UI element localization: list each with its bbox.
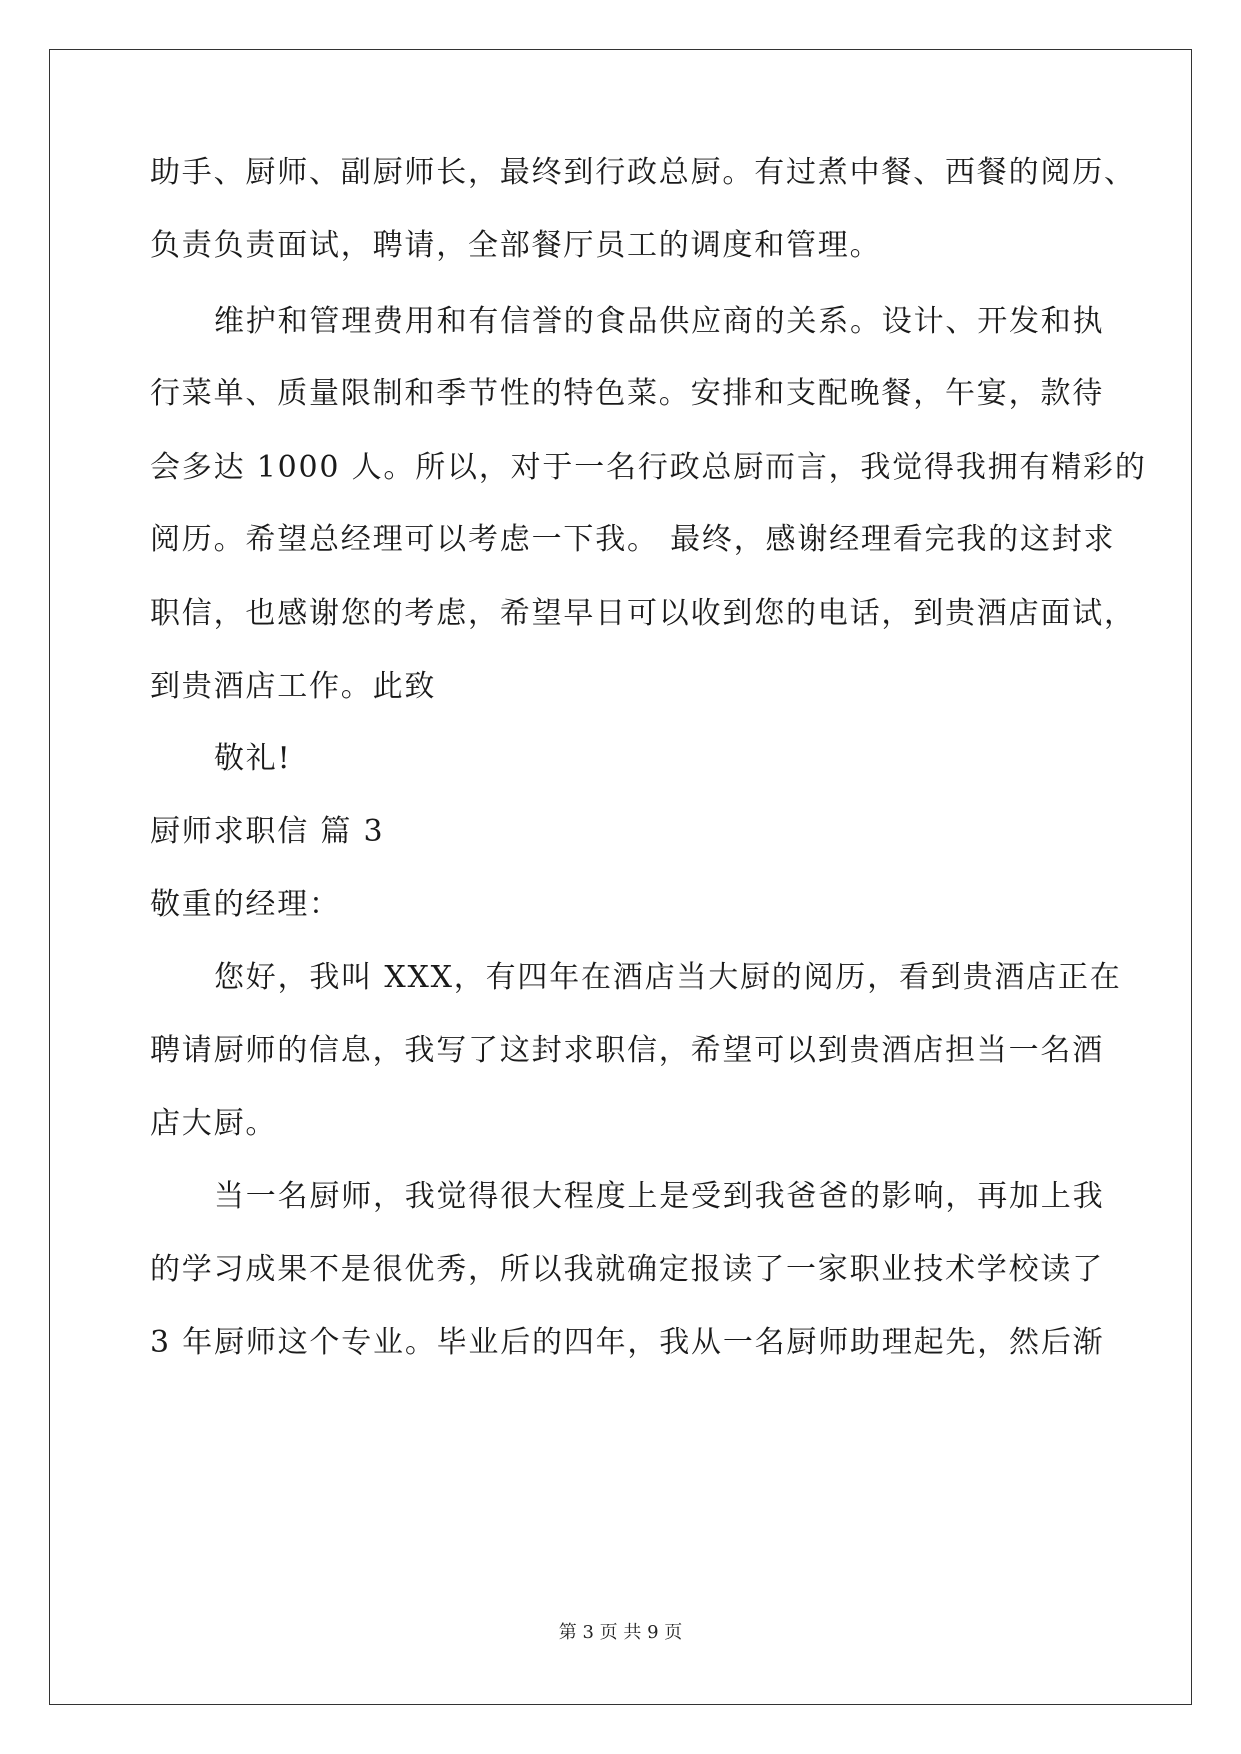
body-text-line: 行菜单、质量限制和季节性的特色菜。安排和支配晚餐，午宴，款待 <box>150 376 1104 411</box>
body-text-line: 职信，也感谢您的考虑，希望早日可以收到您的电话，到贵酒店面试， <box>150 596 1136 631</box>
body-text-line: 3 年厨师这个专业。毕业后的四年，我从一名厨师助理起先，然后渐 <box>150 1325 1105 1360</box>
body-text-line: 的学习成果不是很优秀，所以我就确定报读了一家职业技术学校读了 <box>150 1252 1104 1287</box>
section-heading: 厨师求职信 篇 3 <box>150 814 385 849</box>
body-text-line: 到贵酒店工作。此致 <box>150 669 437 704</box>
paragraph-first-line: 当一名厨师，我觉得很大程度上是受到我爸爸的影响，再加上我 <box>214 1179 1105 1214</box>
page-number: 第 3 页 共 9 页 <box>558 1622 683 1643</box>
body-text-line: 助手、厨师、副厨师长，最终到行政总厨。有过煮中餐、西餐的阅历、 <box>150 155 1136 190</box>
page-border <box>49 49 1192 1705</box>
paragraph-first-line: 维护和管理费用和有信誉的食品供应商的关系。设计、开发和执 <box>214 304 1105 339</box>
body-text-line: 聘请厨师的信息，我写了这封求职信，希望可以到贵酒店担当一名酒 <box>150 1033 1104 1068</box>
body-text-line: 店大厨。 <box>150 1106 278 1141</box>
letter-greeting: 敬重的经理： <box>150 887 341 922</box>
body-text-line: 负责负责面试，聘请，全部餐厅员工的调度和管理。 <box>150 228 882 263</box>
paragraph-first-line: 您好，我叫 XXX，有四年在酒店当大厨的阅历，看到贵酒店正在 <box>214 960 1122 995</box>
closing-salutation: 敬礼! <box>214 741 292 776</box>
body-text-line: 会多达 1000 人。所以，对于一名行政总厨而言，我觉得我拥有精彩的 <box>150 450 1147 485</box>
body-text-line: 阅历。希望总经理可以考虑一下我。 最终，感谢经理看完我的这封求 <box>150 522 1116 557</box>
